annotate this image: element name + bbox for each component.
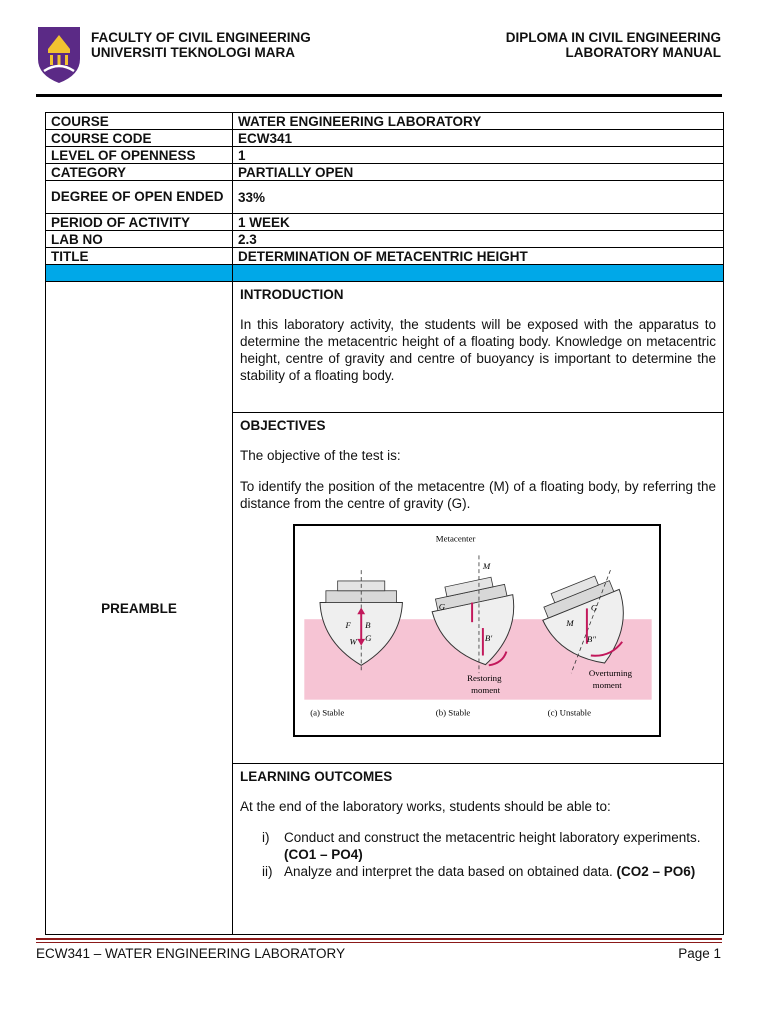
info-label: DEGREE OF OPEN ENDED (46, 181, 233, 214)
introduction-text: In this laboratory activity, the students will be exposed with the apparatus to determine the metacentric height of a floating body. Knowledge on metacentric height, centre of gravity and centre of buoyancy is important to determine the stability of a floating body. (240, 317, 716, 383)
university-name: UNIVERSITI TEKNOLOGI MARA (91, 45, 296, 60)
svg-text:(b) Stable: (b) Stable (435, 707, 471, 718)
info-label: LAB NO (46, 231, 233, 248)
divider-row (46, 265, 724, 282)
info-label: CATEGORY (46, 164, 233, 181)
info-row (46, 231, 724, 248)
header-right (506, 30, 721, 60)
info-label: COURSE CODE (46, 130, 233, 147)
info-value: 2.3 (233, 231, 724, 248)
introduction-heading: INTRODUCTION (240, 287, 344, 302)
info-row (46, 214, 724, 231)
svg-text:F: F (345, 620, 351, 631)
header-left (91, 30, 311, 60)
list-item: ii) Analyze and interpret the data based on obtained data. (CO2 – PO6) (262, 864, 696, 879)
footer-rule-thin (36, 942, 722, 943)
info-row (46, 147, 724, 164)
svg-text:B: B (365, 620, 371, 631)
info-value: 33% (233, 181, 724, 214)
introduction-section (233, 282, 724, 413)
footer-rule (36, 938, 722, 940)
course-info-table (45, 112, 724, 935)
svg-text:(c) Unstable: (c) Unstable (547, 707, 592, 718)
info-value: WATER ENGINEERING LABORATORY (233, 113, 724, 130)
info-row (46, 248, 724, 265)
info-row (46, 130, 724, 147)
svg-text:G: G (365, 632, 372, 643)
learning-outcomes-intro: At the end of the laboratory works, students should be able to: (240, 799, 611, 814)
svg-text:G: G (590, 602, 598, 613)
objectives-heading: OBJECTIVES (240, 418, 326, 433)
objectives-intro: The objective of the test is: (240, 448, 401, 463)
svg-text:Metacenter: Metacenter (435, 533, 476, 544)
svg-text:G: G (438, 601, 446, 612)
learning-outcomes-heading: LEARNING OUTCOMES (240, 769, 393, 784)
svg-text:Restoring: Restoring (467, 673, 502, 684)
preamble-label: PREAMBLE (46, 282, 233, 935)
info-row (46, 181, 724, 214)
info-label: TITLE (46, 248, 233, 265)
info-row (46, 113, 724, 130)
stability-figure (293, 524, 661, 737)
info-row (46, 164, 724, 181)
info-value: 1 WEEK (233, 214, 724, 231)
list-item: i) Conduct and construct the metacentric height laboratory experiments. (CO1 – PO4) (262, 830, 701, 862)
svg-text:moment: moment (471, 684, 501, 695)
manual-name: LABORATORY MANUAL (565, 45, 721, 60)
info-value: PARTIALLY OPEN (233, 164, 724, 181)
learning-outcomes-section (233, 764, 724, 935)
info-label: PERIOD OF ACTIVITY (46, 214, 233, 231)
header-rule (36, 94, 722, 97)
info-value: ECW341 (233, 130, 724, 147)
svg-text:moment: moment (592, 679, 622, 690)
svg-text:Overturning: Overturning (588, 668, 633, 679)
learning-outcomes-list (240, 829, 716, 880)
objectives-text: To identify the position of the metacentre (M) of a floating body, by referring the distance from the centre of gravity (G). (240, 479, 716, 511)
info-label: COURSE (46, 113, 233, 130)
svg-text:B″: B″ (586, 633, 596, 644)
faculty-name: FACULTY OF CIVIL ENGINEERING (91, 30, 311, 45)
info-value: DETERMINATION OF METACENTRIC HEIGHT (233, 248, 724, 265)
page-number: Page 1 (678, 946, 721, 961)
info-value: 1 (233, 147, 724, 164)
info-label: LEVEL OF OPENNESS (46, 147, 233, 164)
university-logo (36, 25, 82, 85)
svg-text:M: M (566, 618, 574, 629)
svg-text:(a) Stable: (a) Stable (310, 707, 345, 718)
footer-course: ECW341 – WATER ENGINEERING LABORATORY (36, 946, 346, 961)
program-name: DIPLOMA IN CIVIL ENGINEERING (505, 30, 721, 45)
preamble-row (46, 282, 724, 413)
svg-text:W: W (349, 636, 357, 647)
svg-text:M: M (482, 561, 491, 572)
objectives-section (233, 413, 724, 764)
svg-text:B′: B′ (484, 632, 493, 643)
